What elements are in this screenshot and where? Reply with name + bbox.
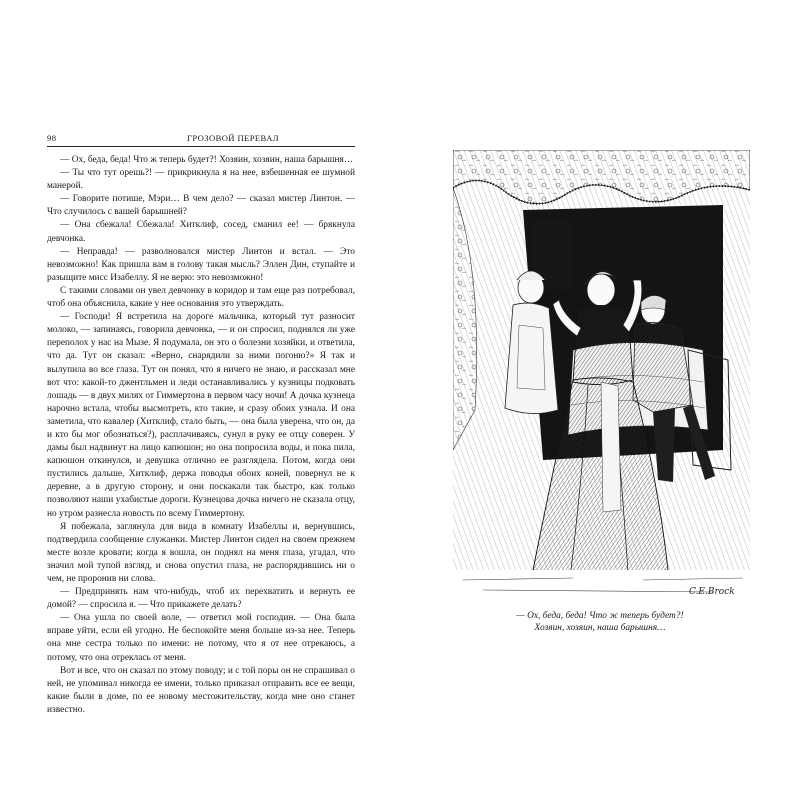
page-number: 98 [47,133,57,143]
paragraph: С такими словами он увел девчонку в коридор и там еще раз потребовал, чтоб она объяснила, какие у нее основания это утверждать. [47,285,355,310]
paragraph: — Господи! Я встретила на дороге мальчика, который тут разносит молоко, — запинаясь, говорила девчонка, — и он спросил, поднялся ли уже переполох у нас на Мызе. Я подумала, он это о болезни хозяйки, и ответила, что да. Тут он сказал: «Верно, снарядили за ними погоню?» Я так и вылупила во все глаза. Тут он понял, что я ничего не знаю, и рассказал мне вот что: какой-то джентльмен и леди останавливались у кузницы подковать лошадь — в двух милях от Гиммертона в первом часу ночи! А дочка кузнеца нарочно встала, чтобы высмотреть, кто такие, и сразу обоих узнала. И она заметила, что кавалер (Хитклиф, стало быть, — она была уверена, что он, да и кто бы мог обознаться?), расплачиваясь, сунул в руку ее отцу соверен. У дамы был надвинут на лицо капюшон; но она попросила воды, и пока пила, капюшон откинулся, и девушка отлично ее разглядела. Потом, когда они пустились дальше, Хитклиф, держа поводья обоих коней, повернул не к деревне, а в другую сторону, и они поскакали так быстро, как только позволяют наши ухабистые дороги. Кузнецова дочка ничего не сказала отцу, но утром разнесла новость по всему Гиммертону. [47,312,355,519]
central-maid-head [587,274,615,306]
paragraph: — Ты что тут орешь?! — прикрикнула я на нее, взбешенная ее шумной манерой. [47,168,355,192]
illustration-caption [440,610,760,634]
central-maid-shawl [573,305,633,384]
running-title: ГРОЗОВОЙ ПЕРЕВАЛ [187,133,279,143]
paragraph: — Предпринять нам что-нибудь, чтоб их перехватить и вернуть ее домой? — спросила я. — Что прикажете делать? [47,587,355,611]
illustration-drawing [453,150,750,605]
paragraph: Вот и все, что он сказал по этому поводу; и с той поры он не спрашивал о ней, не упоминал никогда ее имени, только приказал отправить все ее вещи, какие были в доме, по ее новому местожительству, когда мне оно станет известно. [47,665,355,715]
illustrator-signature: C.E.Brock [689,587,735,597]
paragraph: Я побежала, заглянула для вида в комнату Изабеллы и, вернувшись, подтвердила сообщение служанки. Мистер Линтон сидел на своем прежнем месте возле кровати; когда я вошла, он поднял на меня глаза, угадал, что значил мой тупой взгляд, и снова опустил глаза, не распорядившись ни о чем, не проронив ни слова. [47,521,355,584]
apron [601,382,621,512]
caption-line: Хозяин, хозяин, наша барышня… [534,623,666,633]
book-illustration [453,150,750,605]
body-text [47,154,355,717]
caption-line: — Ох, беда, беда! Что ж теперь будет?! [516,611,684,621]
paragraph: — Говорите потише, Мэри… В чем дело? — сказал мистер Линтон. — Что случилось с вашей барышней? [47,194,355,218]
paragraph: — Неправда! — разволновался мистер Линтон и встал. — Это невозможно! Как пришла вам в голову такая мысль? Эллен Дин, ступайте и разыщите мисс Изабеллу. Я не верю: это невозможно! [47,246,355,283]
running-head [47,132,355,147]
right-page [400,0,800,800]
paragraph: — Ох, беда, беда! Что ж теперь будет?! Хозяин, хозяин, наша барышня… [60,155,354,165]
paragraph: — Она ушла по своей воле, — ответил мой господин. — Она была вправе уйти, если ей угодно. Не беспокойте меня больше из-за нее. Теперь она мне сестра только по имени: не потому, что я от нее отрекаюсь, а потому, что она отреклась от меня. [47,613,355,663]
maid-body [505,303,558,413]
paragraph: — Она сбежала! Сбежала! Хитклиф, сосед, сманил ее! — брякнула девчонка. [47,220,355,244]
